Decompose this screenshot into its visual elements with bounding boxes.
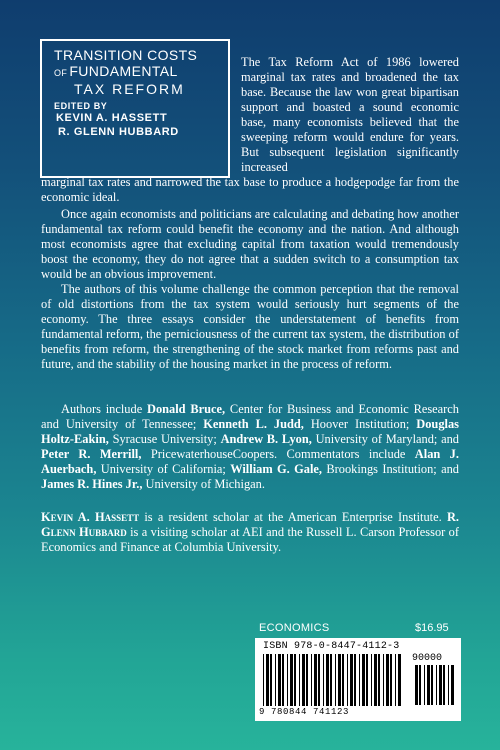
authors-paragraph <box>41 402 459 492</box>
title-line-2 <box>54 63 220 81</box>
commentator-affiliation: Brookings Institution; and <box>322 462 460 476</box>
commentator-name: James R. Hines Jr., <box>41 477 143 491</box>
commentator-name: William G. Gale, <box>230 462 322 476</box>
barcode <box>255 638 461 721</box>
barcode-bar <box>419 665 421 705</box>
ean-digits: 9 780844 741123 <box>259 707 350 717</box>
blurb-paragraph-1-top: The Tax Reform Act of 1986 lowered marginal tax rates and broadened the tax base. Because the law won great bipartisan support and boasted a sound economic base, many economists believed that the sweeping reform would endure for years. But subsequent legislation significantly increased <box>241 55 459 174</box>
commentator-name: Alan J. Auerbach, <box>41 447 459 476</box>
author-name: Kenneth L. Judd, <box>203 417 304 431</box>
author-affiliation: Hoover Institution; <box>303 417 417 431</box>
author-affiliation: Center for Business and Economic Research and University of Tennessee; <box>41 402 459 431</box>
author-name: Andrew B. Lyon, <box>220 432 312 446</box>
blurb-paragraph-3: The authors of this volume challenge the common perception that the removal of old distortions from the tax system would seriously hurt segments of the economy. The three essays consider the understatement of benefits from fundamental reform, the perniciousness of the current tax system, the distribution of benefits from reform, the strengthening of the stock market from reforms past and future, and the stability of the housing market in the process of reform. <box>41 282 459 371</box>
category-label: ECONOMICS <box>259 622 330 634</box>
author-affiliation: Syracuse University; <box>108 432 221 446</box>
barcode-bar <box>427 665 430 705</box>
edited-by-label: EDITED BY <box>54 101 108 111</box>
commentator-affiliation: University of Michigan. <box>142 477 265 491</box>
editor-bio-name: Kevin A. Hassett <box>41 510 140 524</box>
author-affiliation: PricewaterhouseCoopers. Commentators include <box>141 447 415 461</box>
barcode-bar <box>451 665 454 705</box>
editor-1: KEVIN A. HASSETT <box>56 112 168 124</box>
editors-bio <box>41 510 459 555</box>
barcode-bar <box>415 665 418 705</box>
barcode-bar <box>439 665 442 705</box>
authors-intro: Authors include <box>61 402 147 416</box>
editor-2: R. GLENN HUBBARD <box>58 126 179 138</box>
barcode-bar <box>431 665 433 705</box>
author-name: Douglas Holtz-Eakin, <box>41 417 459 446</box>
editor-bio-name: R. Glenn Hubbard <box>41 510 459 539</box>
title-line-3: TAX REFORM <box>74 81 185 97</box>
editor-bio-text: is a visiting scholar at AEI and the Russell L. Carson Professor of Economics and Finance at Columbia University. <box>41 525 459 554</box>
addon-number: 90000 <box>412 653 443 664</box>
commentator-affiliation: University of California; <box>96 462 231 476</box>
barcode-bar <box>424 665 425 705</box>
title-fundamental: FUNDAMENTAL <box>69 63 178 79</box>
author-affiliation: University of Maryland; and <box>311 432 459 446</box>
barcode-bar <box>436 665 437 705</box>
blurb-paragraph-1-bottom: marginal tax rates and narrowed the tax base to produce a hodgepodge far from the economic ideal. <box>41 175 459 204</box>
isbn-text: ISBN 978-0-8447-4112-3 <box>263 641 400 652</box>
editor-bio-text: is a resident scholar at the American Enterprise Institute. <box>139 510 447 524</box>
barcode-bar <box>448 665 449 705</box>
author-name: Donald Bruce, <box>147 402 226 416</box>
title-of: OF <box>54 68 68 78</box>
barcode-bar <box>443 665 445 705</box>
price-label: $16.95 <box>415 622 449 634</box>
blurb-paragraph-2: Once again economists and politicians are calculating and debating how another fundamental tax reform could benefit the economy and the nation. And although most economists agree that excluding capital from taxation would tremendously boost the economy, they do not agree that a sudden switch to a consumption tax would be an obvious improvement. <box>41 207 459 281</box>
title-box <box>40 39 230 178</box>
addon-barcode-bars <box>255 665 461 708</box>
title-line-1: TRANSITION COSTS <box>54 47 198 63</box>
author-name: Peter R. Merrill, <box>41 447 142 461</box>
